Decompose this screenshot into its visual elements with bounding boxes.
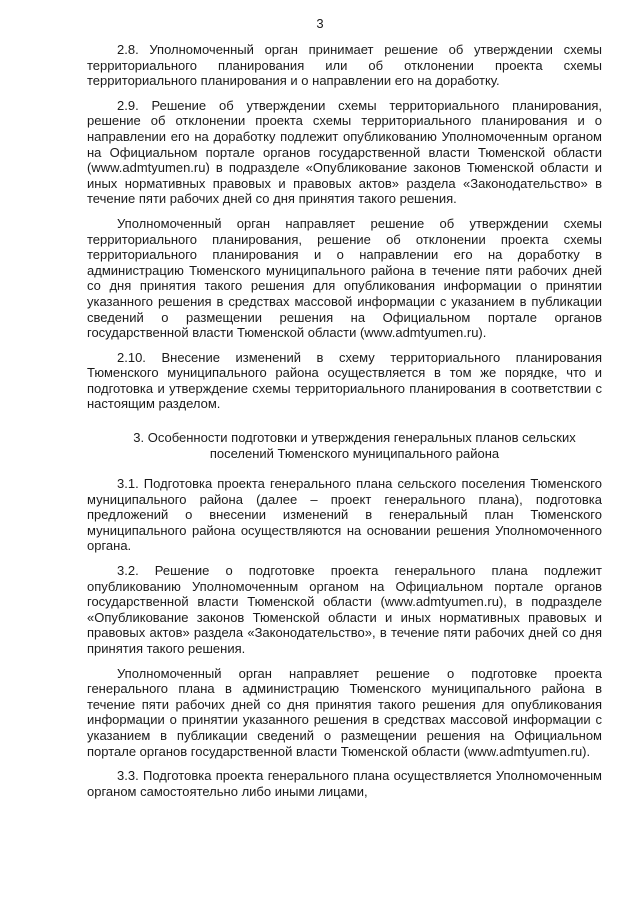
paragraph-3-3: 3.3. Подготовка проекта генерального плана осуществляется Уполномоченным органом самостоятельно либо иными лицами,: [87, 768, 602, 799]
paragraph-3-2-continued: Уполномоченный орган направляет решение о подготовке проекта генерального плана в администрацию Тюменского муниципального района в течение пяти рабочих дней со дня принятия такого решения для опубликования информации о принятии указанного решения в средствах массовой информации с указанием в публикации сведений о размещении решения на Официальном портале органов государственной власти Тюменской области (www.admtyumen.ru).: [87, 665, 602, 759]
paragraph-3-1: 3.1. Подготовка проекта генерального плана сельского поселения Тюменского муниципального района (далее – проект генерального плана), подготовка предложений о внесении изменений в генеральный план Тюменского муниципального района осуществляются на основании решения Уполномоченного органа.: [87, 476, 602, 554]
paragraph-2-10: 2.10. Внесение изменений в схему территориального планирования Тюменского муниципального района осуществляется в том же порядке, что и подготовка и утверждение схемы территориального планирования в соответствии с настоящим разделом.: [87, 349, 602, 412]
paragraph-2-9: 2.9. Решение об утверждении схемы территориального планирования, решение об отклонении проекта схемы территориального планирования и о направлении его на доработку подлежит опубликованию Уполномоченным органом на Официальном портале органов государственной власти Тюменской области (www.admtyumen.ru) в подразделе «Опубликование законов Тюменской области и иных нормативных правовых и правовых актов» раздела «Законодательство» в течение пяти рабочих дней со дня принятия такого решения.: [87, 97, 602, 207]
paragraph-3-2: 3.2. Решение о подготовке проекта генерального плана подлежит опубликованию Уполномоченным органом на Официальном портале органов государственной власти Тюменской области (www.admtyumen.ru), в подразделе «Опубликование законов Тюменской области и иных нормативных правовых и правовых актов» раздела «Законодательство», в течение пяти рабочих дней со дня принятия такого решения.: [87, 563, 602, 656]
document-body: [87, 42, 602, 808]
paragraph-2-9-continued: Уполномоченный орган направляет решение об утверждении схемы территориального планирования, решение об отклонении проекта схемы территориального планирования и о направлении его на доработку в администрацию Тюменского муниципального района в течение пяти рабочих дней со дня принятия такого решения для опубликования информации о принятии указанного решения в средствах массовой информации с указанием в публикации сведений о размещении решения на Официальном портале органов государственной власти Тюменской области (www.admtyumen.ru).: [87, 215, 602, 341]
paragraph-2-8: 2.8. Уполномоченный орган принимает решение об утверждении схемы территориального планирования или об отклонении проекта схемы территориального планирования и о направлении его на доработку.: [87, 42, 602, 89]
page-number: 3: [316, 16, 324, 31]
section-3-heading: 3. Особенности подготовки и утверждения генеральных планов сельских поселений Тюменского муниципального района: [133, 430, 576, 462]
